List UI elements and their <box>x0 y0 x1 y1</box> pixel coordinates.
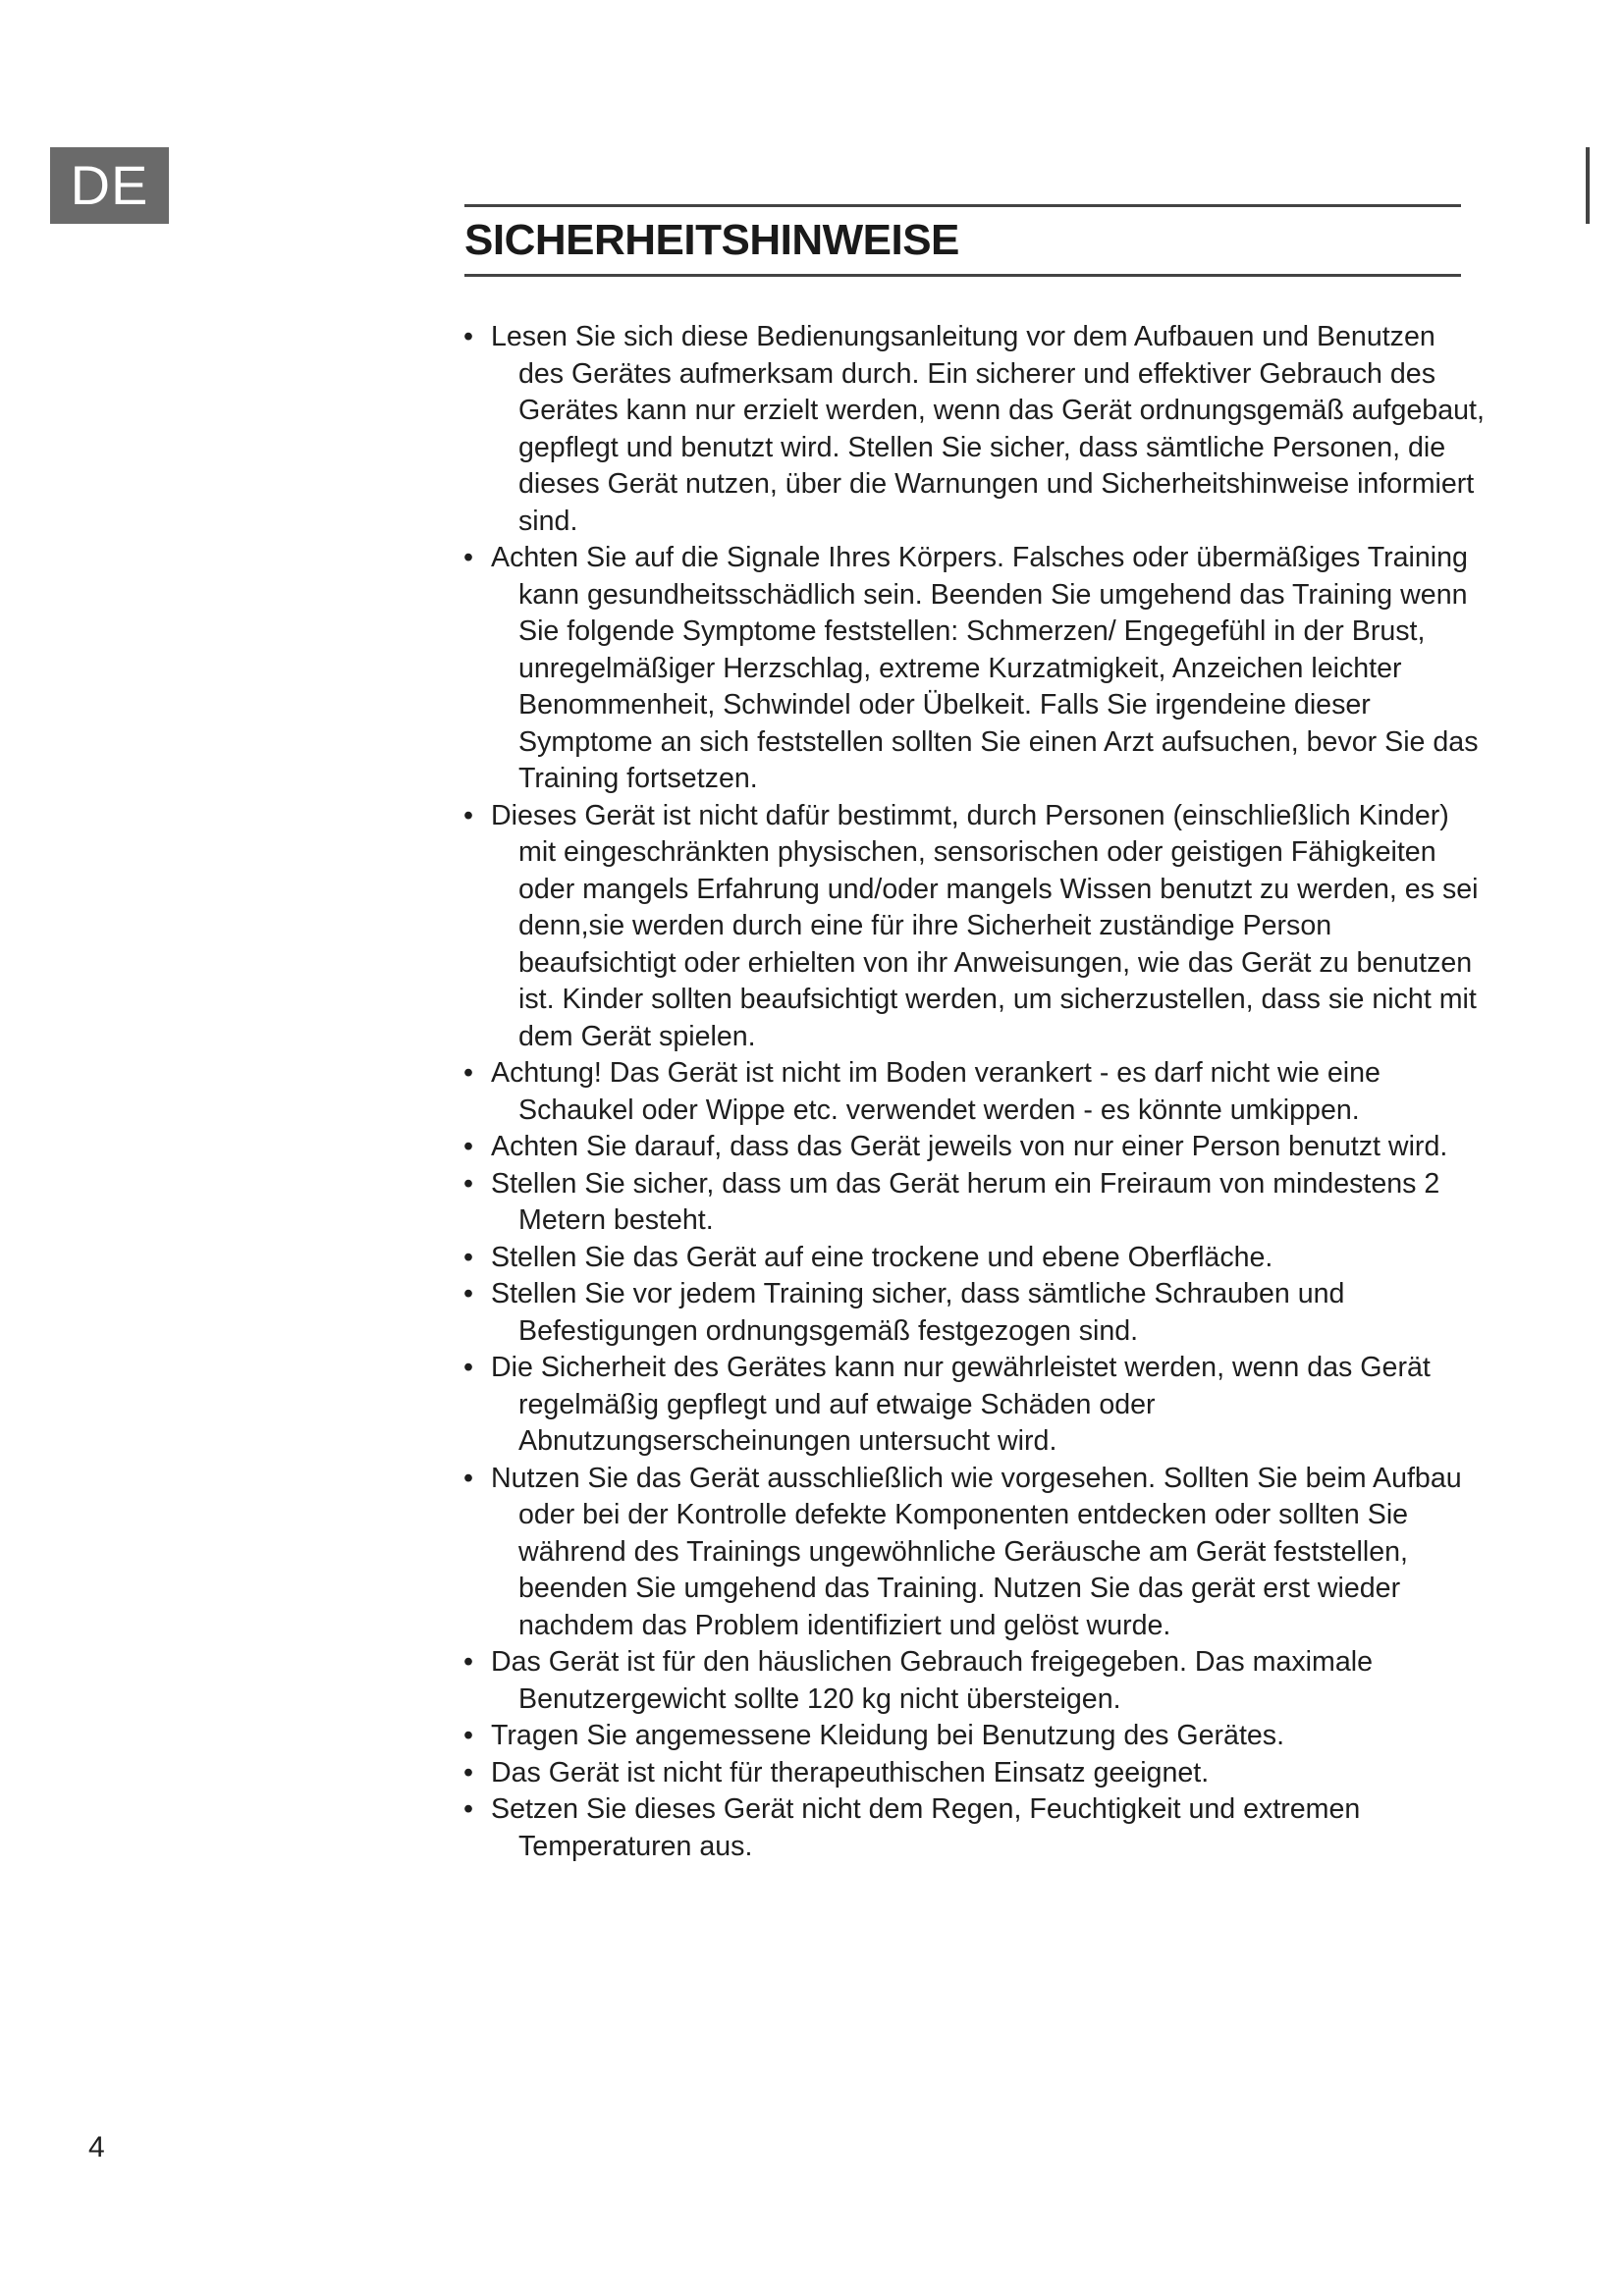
list-item <box>463 1791 1485 1865</box>
list-item-text: Lesen Sie sich diese Bedienungsanleitung vor dem Aufbauen und Benutzen des Gerätes aufmerksam durch. Ein sicherer und effektiver Gebrauch des Gerätes kann nur erzielt werden, wenn das Gerät ordnungsgemäß aufgebaut, gepflegt und benutzt wird. Stellen Sie sicher, dass sämtliche Personen, die dieses Gerät nutzen, über die Warnungen und Sicherheitshinweise informiert sind. <box>491 321 1485 537</box>
bullet-icon: • <box>463 1167 474 1200</box>
bullet-icon: • <box>463 1462 474 1494</box>
list-item-text: Achten Sie auf die Signale Ihres Körpers. Falsches oder übermäßiges Training kann gesundheitsschädlich sein. Beenden Sie umgehend das Training wenn Sie folgende Symptome feststellen: Schmerzen/ Engegefühl in der Brust, unregelmäßiger Herzschlag, extreme Kurzatmigkeit, Anzeichen leichter Benommenheit, Schwindel oder Übelkeit. Falls Sie irgendeine dieser Symptome an sich feststellen sollten Sie einen Arzt aufsuchen, bevor Sie das Training fortsetzen. <box>491 542 1479 794</box>
list-item-text: Setzen Sie dieses Gerät nicht dem Regen, Feuchtigkeit und extremen Temperaturen aus. <box>491 1793 1361 1862</box>
list-item <box>463 1755 1485 1792</box>
list-item-text: Die Sicherheit des Gerätes kann nur gewährleistet werden, wenn das Gerät regelmäßig gepflegt und auf etwaige Schäden oder Abnutzungserscheinungen untersucht wird. <box>491 1352 1431 1457</box>
page-title: SICHERHEITSHINWEISE <box>464 216 959 264</box>
list-item-text: Dieses Gerät ist nicht dafür bestimmt, durch Personen (einschließlich Kinder) mit eingeschränkten physischen, sensorischen oder geistigen Fähigkeiten oder mangels Erfahrung und/oder mangels Wissen benutzt zu werden, es sei denn,sie werden durch eine für ihre Sicherheit zuständige Person beaufsichtigt oder erhielten von ihr Anweisungen, wie das Gerät zu benutzen ist. Kinder sollten beaufsichtigt werden, um sicherzustellen, dass sie nicht mit dem Gerät spielen. <box>491 799 1479 1052</box>
list-item <box>463 319 1485 540</box>
list-item-text: Das Gerät ist für den häuslichen Gebrauch freigegeben. Das maximale Benutzergewicht sollte 120 kg nicht übersteigen. <box>491 1646 1373 1715</box>
list-item-text: Achtung! Das Gerät ist nicht im Boden verankert - es darf nicht wie eine Schaukel oder Wippe etc. verwendet werden - es könnte umkippen. <box>491 1057 1380 1126</box>
bullet-icon: • <box>463 1131 474 1162</box>
bullet-icon: • <box>463 1278 474 1309</box>
title-rule-bottom <box>464 274 1461 277</box>
list-item-text: Achten Sie darauf, dass das Gerät jeweils von nur einer Person benutzt wird. <box>491 1131 1448 1162</box>
list-item <box>463 1461 1485 1645</box>
list-item <box>463 540 1485 798</box>
list-item <box>463 1276 1485 1350</box>
language-badge: DE <box>50 147 169 224</box>
bullet-icon: • <box>463 1241 474 1273</box>
list-item-text: Das Gerät ist nicht für therapeuthischen Einsatz geeignet. <box>491 1756 1210 1789</box>
list-item-text: Tragen Sie angemessene Kleidung bei Benutzung des Gerätes. <box>491 1720 1285 1751</box>
list-item-text: Stellen Sie sicher, dass um das Gerät herum ein Freiraum von mindestens 2 Metern besteht. <box>491 1167 1440 1236</box>
bullet-icon: • <box>463 1057 474 1089</box>
list-item <box>463 1350 1485 1461</box>
bullet-icon: • <box>463 1793 474 1825</box>
safety-instructions-list <box>463 319 1485 1865</box>
bullet-icon: • <box>463 321 474 352</box>
list-item <box>463 1055 1485 1129</box>
bullet-icon: • <box>463 799 474 831</box>
page-edge-marker <box>1586 147 1590 224</box>
list-item <box>463 1129 1485 1166</box>
list-item <box>463 798 1485 1056</box>
bullet-icon: • <box>463 1756 474 1789</box>
list-item <box>463 1644 1485 1718</box>
list-item <box>463 1240 1485 1277</box>
bullet-icon: • <box>463 1720 474 1751</box>
title-rule-top <box>464 204 1461 207</box>
bullet-icon: • <box>463 1352 474 1383</box>
list-item <box>463 1166 1485 1240</box>
bullet-icon: • <box>463 542 474 573</box>
list-item <box>463 1718 1485 1755</box>
list-item-text: Nutzen Sie das Gerät ausschließlich wie vorgesehen. Sollten Sie beim Aufbau oder bei der Kontrolle defekte Komponenten entdecken oder sollten Sie während des Trainings ungewöhnliche Geräusche am Gerät feststellen, beenden Sie umgehend das Training. Nutzen Sie das gerät erst wieder nachdem das Problem identifiziert und gelöst wurde. <box>491 1462 1462 1641</box>
page-number: 4 <box>88 2131 105 2163</box>
list-item-text: Stellen Sie vor jedem Training sicher, dass sämtliche Schrauben und Befestigungen ordnungsgemäß festgezogen sind. <box>491 1278 1345 1347</box>
bullet-icon: • <box>463 1646 474 1678</box>
list-item-text: Stellen Sie das Gerät auf eine trockene und ebene Oberfläche. <box>491 1241 1273 1273</box>
